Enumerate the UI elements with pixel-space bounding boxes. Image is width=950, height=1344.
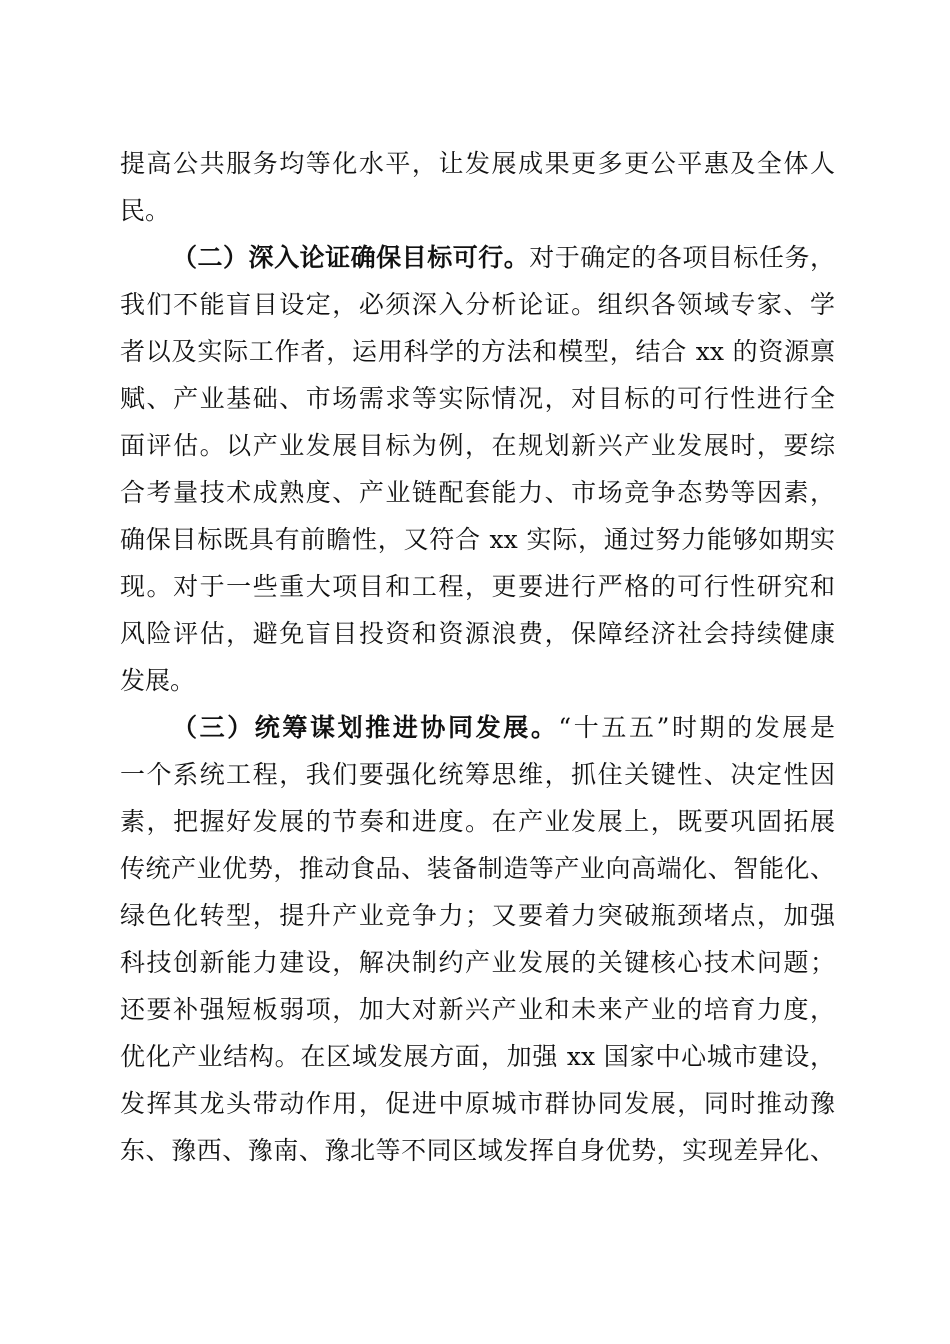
text-line: 还要补强短板弱项，加大对新兴产业和未来产业的培育力度， (120, 995, 835, 1024)
text-line: 合考量技术成熟度、产业链配套能力、市场竞争态势等因素， (120, 478, 835, 507)
section-two-line (120, 234, 835, 281)
document-body (120, 140, 835, 1174)
text-line: 现。对于一些重大项目和工程，更要进行严格的可行性研究和 (120, 572, 835, 601)
text-line: 赋、产业基础、市场需求等实际情况，对目标的可行性进行全 (120, 384, 835, 413)
section-three-heading: （三）统筹谋划推进协同发展。 (172, 713, 559, 742)
text-line: 一个系统工程，我们要强化统筹思维，抓住关键性、决定性因 (120, 760, 835, 789)
text-line: 科技创新能力建设，解决制约产业发展的关键核心技术问题； (120, 948, 835, 977)
text-span: “十五五”时期的发展是 (558, 713, 835, 742)
text-line: 面评估。以产业发展目标为例，在规划新兴产业发展时，要综 (120, 431, 835, 460)
section-two-heading: （二）深入论证确保目标可行。 (172, 243, 530, 272)
text-line: 风险评估，避免盲目投资和资源浪费，保障经济社会持续健康 (120, 619, 835, 648)
text-line: 发展。 (120, 666, 196, 695)
text-line: 传统产业优势，推动食品、装备制造等产业向高端化、智能化、 (120, 854, 835, 883)
text-line: 我们不能盲目设定，必须深入分析论证。组织各领域专家、学 (120, 290, 835, 319)
text-line: 者以及实际工作者，运用科学的方法和模型，结合 xx 的资源禀 (120, 337, 835, 366)
text-line: 发挥其龙头带动作用，促进中原城市群协同发展，同时推动豫 (120, 1089, 835, 1118)
text-line: 优化产业结构。在区域发展方面，加强 xx 国家中心城市建设， (120, 1042, 835, 1071)
text-span: 对于确定的各项目标任务， (529, 243, 835, 272)
text-line: 确保目标既具有前瞻性，又符合 xx 实际，通过努力能够如期实 (120, 525, 835, 554)
text-line: 绿色化转型，提升产业竞争力；又要着力突破瓶颈堵点，加强 (120, 901, 835, 930)
section-three-line (120, 704, 835, 751)
text-line: 素，把握好发展的节奏和进度。在产业发展上，既要巩固拓展 (120, 807, 835, 836)
text-line: 提高公共服务均等化水平，让发展成果更多更公平惠及全体人 (120, 149, 835, 178)
text-line: 东、豫西、豫南、豫北等不同区域发挥自身优势，实现差异化、 (120, 1136, 835, 1165)
text-line: 民。 (120, 196, 171, 225)
